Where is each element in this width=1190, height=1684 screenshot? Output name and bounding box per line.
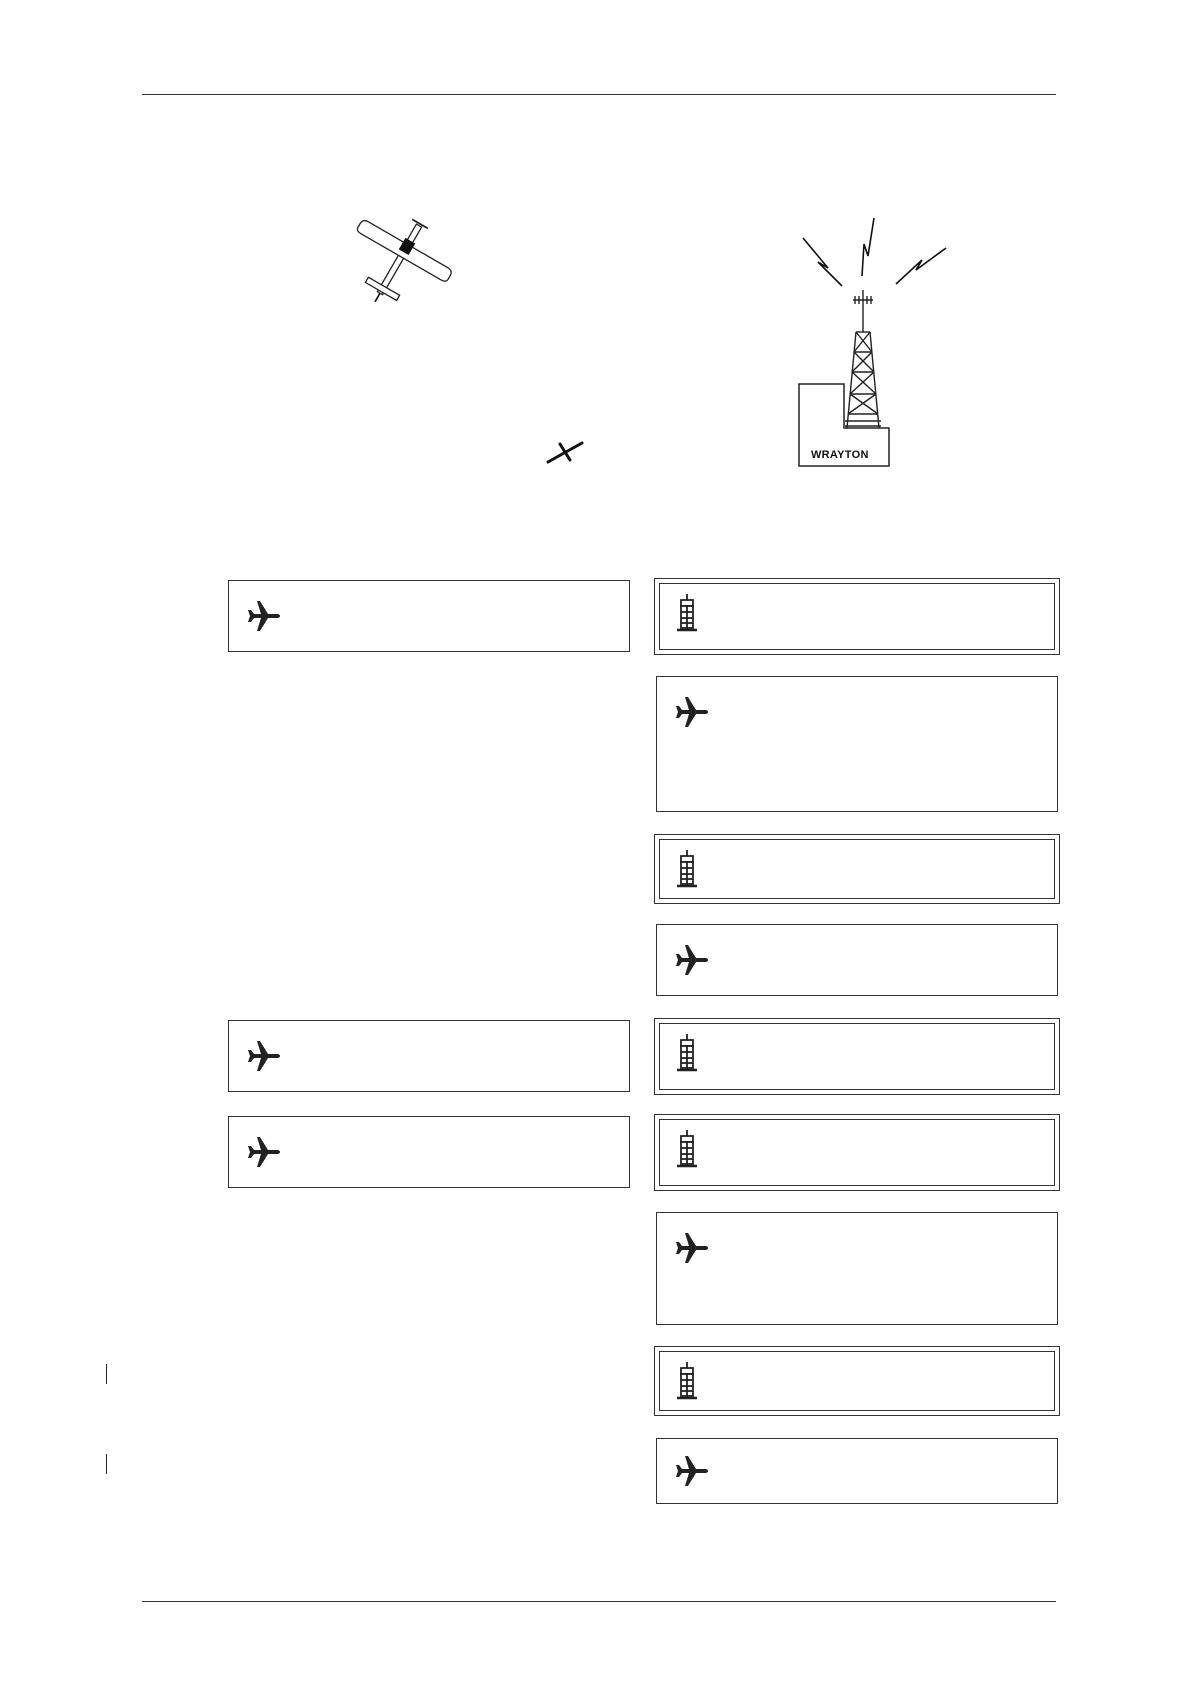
aircraft-icon [246,1038,282,1074]
footer-rule [142,1601,1056,1602]
pilot-transmission-box [656,924,1058,996]
atc-transmission-box [654,834,1060,904]
aircraft-icon [674,694,710,730]
control-tower-icon [675,849,699,889]
atc-box-inner-border [659,1023,1055,1090]
pilot-transmission-box [228,1116,630,1188]
atc-box-inner-border [659,839,1055,899]
atc-box-inner-border [659,1119,1055,1186]
atc-box-inner-border [659,583,1055,650]
station-name: WRAYTON [811,449,869,461]
radio-station [799,218,946,466]
pilot-transmission-box [656,1212,1058,1325]
control-tower-icon [675,1361,699,1401]
atc-transmission-box [654,1018,1060,1095]
light-aircraft-icon [330,198,465,328]
pilot-transmission-box [228,1020,630,1092]
aircraft-icon [246,1134,282,1170]
atc-transmission-box [654,1346,1060,1416]
aircraft-icon [674,1230,710,1266]
aircraft-icon [674,1453,710,1489]
pilot-transmission-box [228,580,630,652]
margin-change-bar [106,1364,107,1384]
control-tower-icon [675,593,699,633]
pilot-transmission-box [656,1438,1058,1504]
small-aircraft-icon [548,443,582,462]
pilot-transmission-box [656,676,1058,812]
radio-tower-icon [845,290,881,428]
control-tower-icon [675,1129,699,1169]
aircraft-icon [246,598,282,634]
atc-box-inner-border [659,1351,1055,1411]
atc-transmission-box [654,578,1060,655]
aircraft-icon [674,942,710,978]
illustration [0,0,1190,520]
radio-wave-icon [803,218,946,286]
margin-change-bar [106,1454,107,1474]
atc-transmission-box [654,1114,1060,1191]
control-tower-icon [675,1033,699,1073]
